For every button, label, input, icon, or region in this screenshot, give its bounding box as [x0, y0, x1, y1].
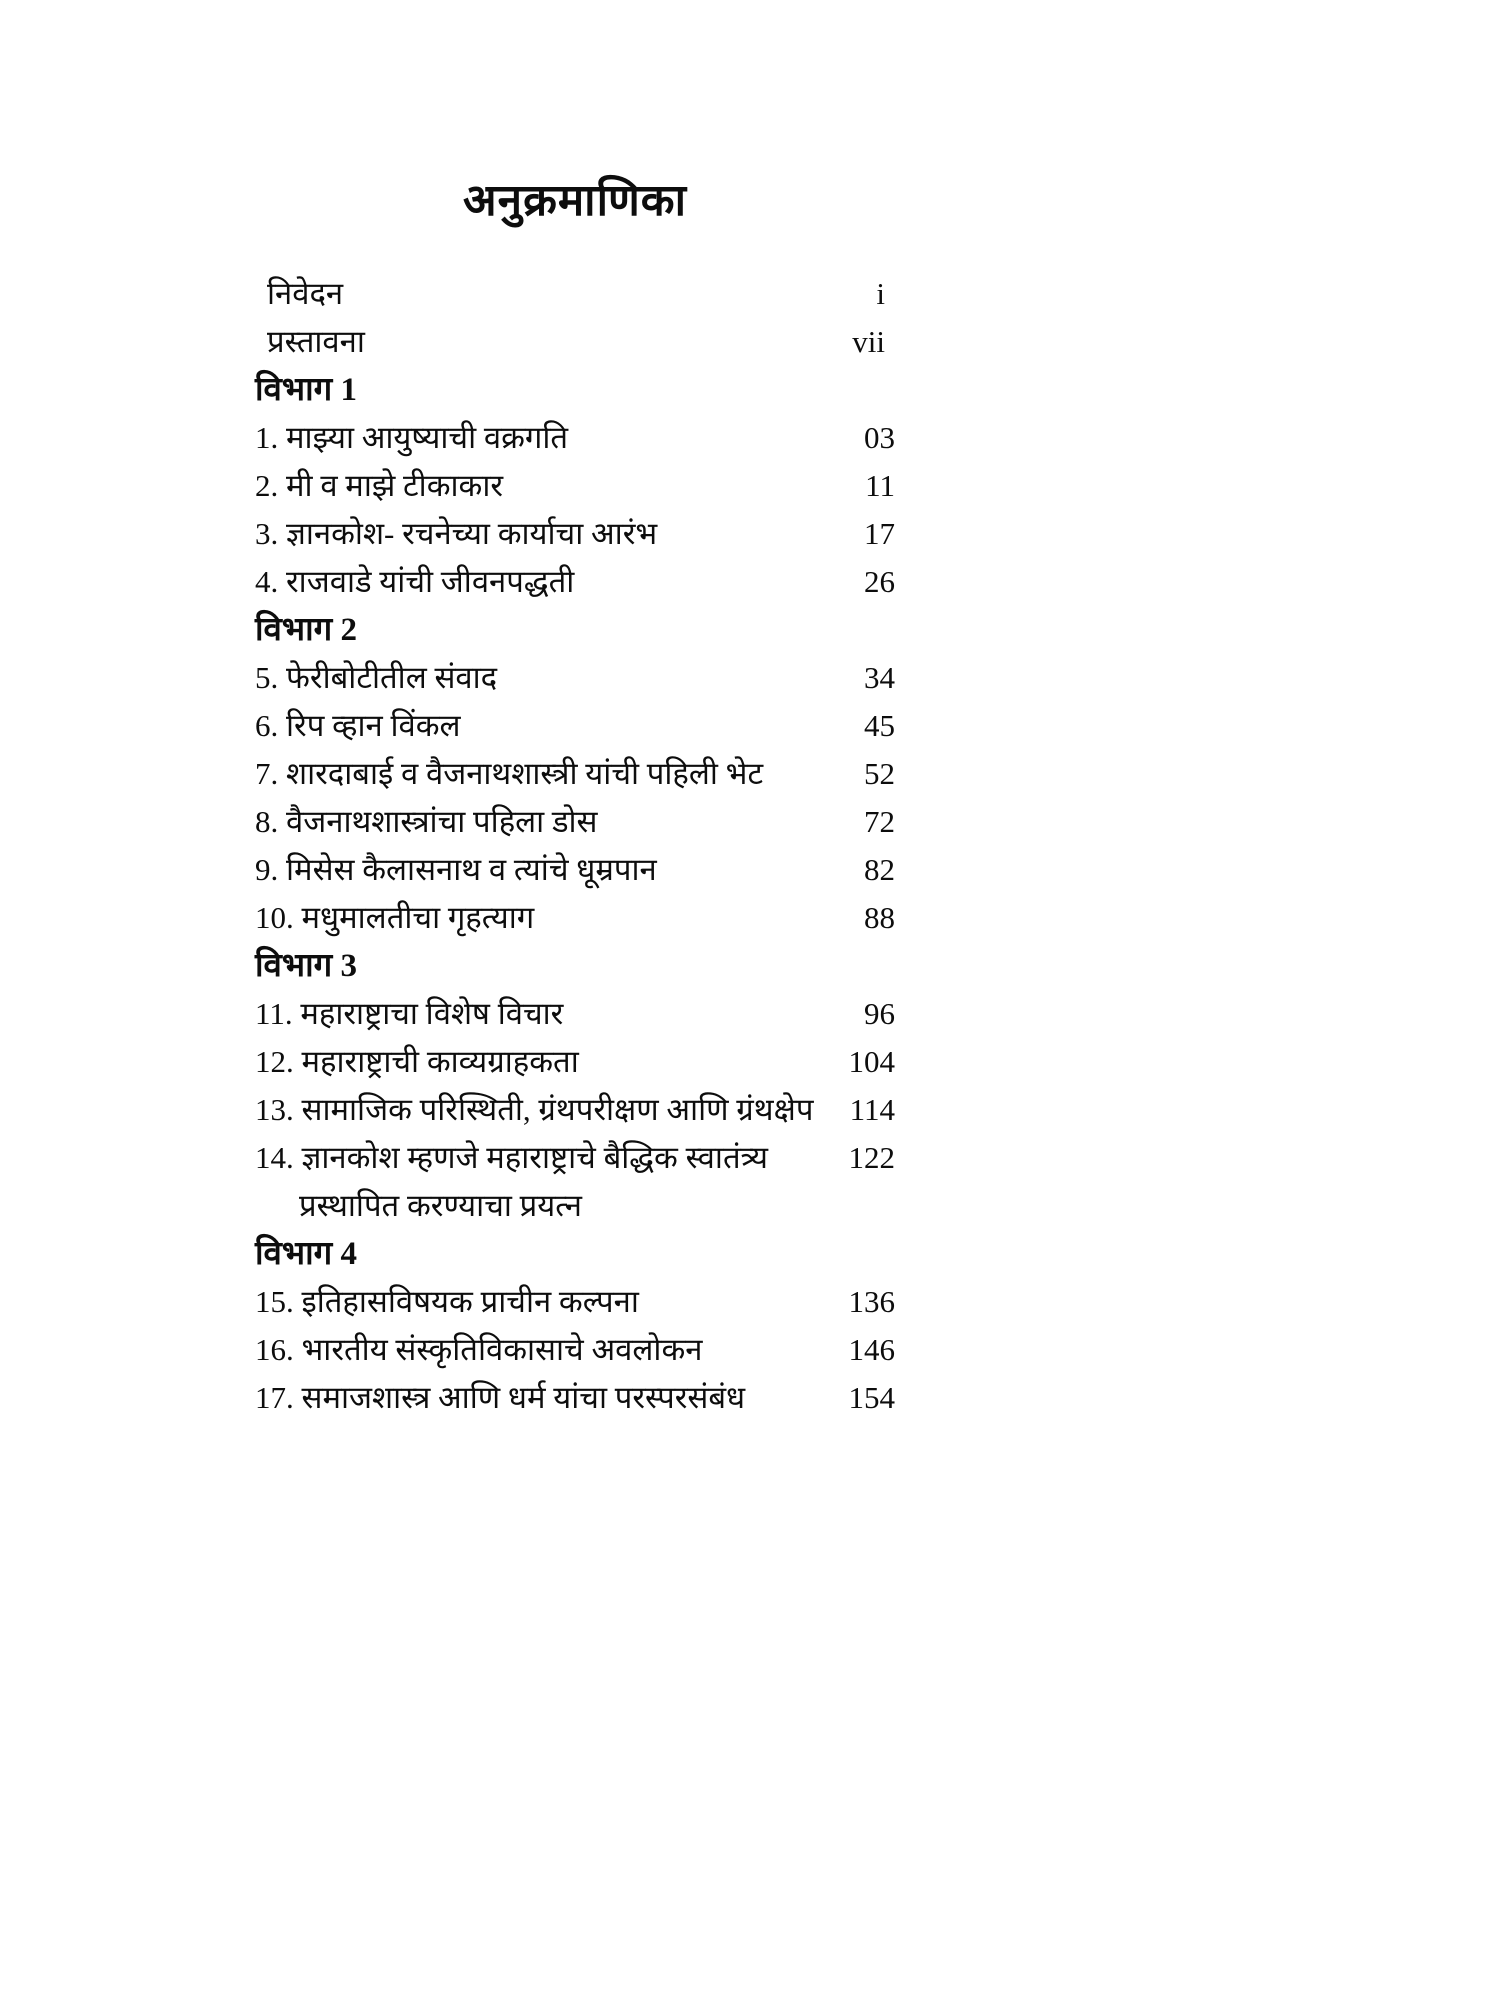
toc-entry-label: 15. इतिहासविषयक प्राचीन कल्पना: [255, 1284, 639, 1319]
section-heading-label: विभाग 2: [255, 612, 357, 648]
section-heading: [255, 366, 895, 414]
toc-entry-page: 17: [864, 516, 895, 551]
toc-entry-page: 122: [848, 1140, 895, 1175]
toc-entry-page: 88: [864, 900, 895, 935]
toc-row: [255, 270, 895, 318]
page-title: अनुक्रमाणिका: [463, 176, 687, 225]
section-heading-label: विभाग 3: [255, 948, 357, 984]
toc-row: [255, 318, 895, 366]
toc-row: [255, 1326, 895, 1374]
toc-entry-page: vii: [852, 324, 885, 359]
toc-entry-label-line2: प्रस्थापित करण्याचा प्रयत्न: [299, 1188, 582, 1223]
toc-row: [255, 1278, 895, 1326]
toc-row: [255, 558, 895, 606]
toc-entry-page: i: [876, 276, 885, 311]
toc-entry-label: 3. ज्ञानकोश- रचनेच्या कार्याचा आरंभ: [255, 516, 658, 551]
section-heading: [255, 942, 895, 990]
toc-row: [255, 702, 895, 750]
toc-entry-page: 104: [848, 1044, 895, 1079]
table-of-contents: [255, 270, 895, 1422]
toc-entry-label: 2. मी व माझे टीकाकार: [255, 468, 504, 503]
toc-entry-label: 1. माझ्या आयुष्याची वक्रगति: [255, 420, 569, 455]
toc-entry-label: 12. महाराष्ट्राची काव्यग्राहकता: [255, 1044, 579, 1079]
section-heading-label: विभाग 1: [255, 372, 357, 408]
toc-entry-page: 26: [864, 564, 895, 599]
toc-row: [255, 1134, 895, 1182]
toc-entry-label: 10. मधुमालतीचा गृहत्याग: [255, 900, 535, 935]
toc-entry-label: 5. फेरीबोटीतील संवाद: [255, 660, 498, 695]
toc-row: [255, 750, 895, 798]
toc-entry-page: 154: [848, 1380, 895, 1415]
toc-entry-label: 6. रिप व्हान विंकल: [255, 708, 461, 743]
page-content: [255, 168, 895, 1422]
toc-entry-page: 03: [864, 420, 895, 455]
toc-row: [255, 414, 895, 462]
toc-entry-label: 8. वैजनाथशास्त्रांचा पहिला डोस: [255, 804, 598, 839]
toc-row: [255, 990, 895, 1038]
toc-row: [255, 654, 895, 702]
toc-row: [255, 462, 895, 510]
toc-entry-page: 52: [864, 756, 895, 791]
toc-row: [255, 510, 895, 558]
toc-entry-page: 11: [865, 468, 895, 503]
toc-entry-label: 17. समाजशास्त्र आणि धर्म यांचा परस्परसंबंध: [255, 1380, 746, 1415]
toc-row: [255, 846, 895, 894]
toc-row: [255, 1374, 895, 1422]
toc-entry-page: 82: [864, 852, 895, 887]
toc-entry-label: 16. भारतीय संस्कृतिविकासाचे अवलोकन: [255, 1332, 703, 1367]
section-heading-label: विभाग 4: [255, 1236, 357, 1272]
section-heading: [255, 1230, 895, 1278]
toc-row: [255, 894, 895, 942]
toc-entry-page: 72: [864, 804, 895, 839]
toc-entry-label: प्रस्तावना: [267, 324, 365, 359]
toc-entry-label: 9. मिसेस कैलासनाथ व त्यांचे धूम्रपान: [255, 852, 657, 887]
toc-entry-label: निवेदन: [267, 276, 344, 311]
toc-entry-label: 14. ज्ञानकोश म्हणजे महाराष्ट्राचे बैद्धिक स्वातंत्र्य: [255, 1140, 768, 1175]
toc-entry-label: 4. राजवाडे यांची जीवनपद्धती: [255, 564, 575, 599]
toc-entry-page: 146: [848, 1332, 895, 1367]
toc-entry-page: 114: [849, 1092, 895, 1127]
toc-row: [255, 1038, 895, 1086]
toc-entry-page: 136: [848, 1284, 895, 1319]
toc-entry-label: 7. शारदाबाई व वैजनाथशास्त्री यांची पहिली भेट: [255, 756, 764, 791]
toc-entry-label: 13. सामाजिक परिस्थिती, ग्रंथपरीक्षण आणि ग्रंथक्षेप: [255, 1092, 814, 1127]
toc-row-continuation: [255, 1182, 895, 1230]
toc-row: [255, 1086, 895, 1134]
toc-entry-page: 34: [864, 660, 895, 695]
toc-entry-label: 11. महाराष्ट्राचा विशेष विचार: [255, 996, 564, 1031]
toc-entry-page: 45: [864, 708, 895, 743]
toc-entry-page: 96: [864, 996, 895, 1031]
section-heading: [255, 606, 895, 654]
toc-row: [255, 798, 895, 846]
